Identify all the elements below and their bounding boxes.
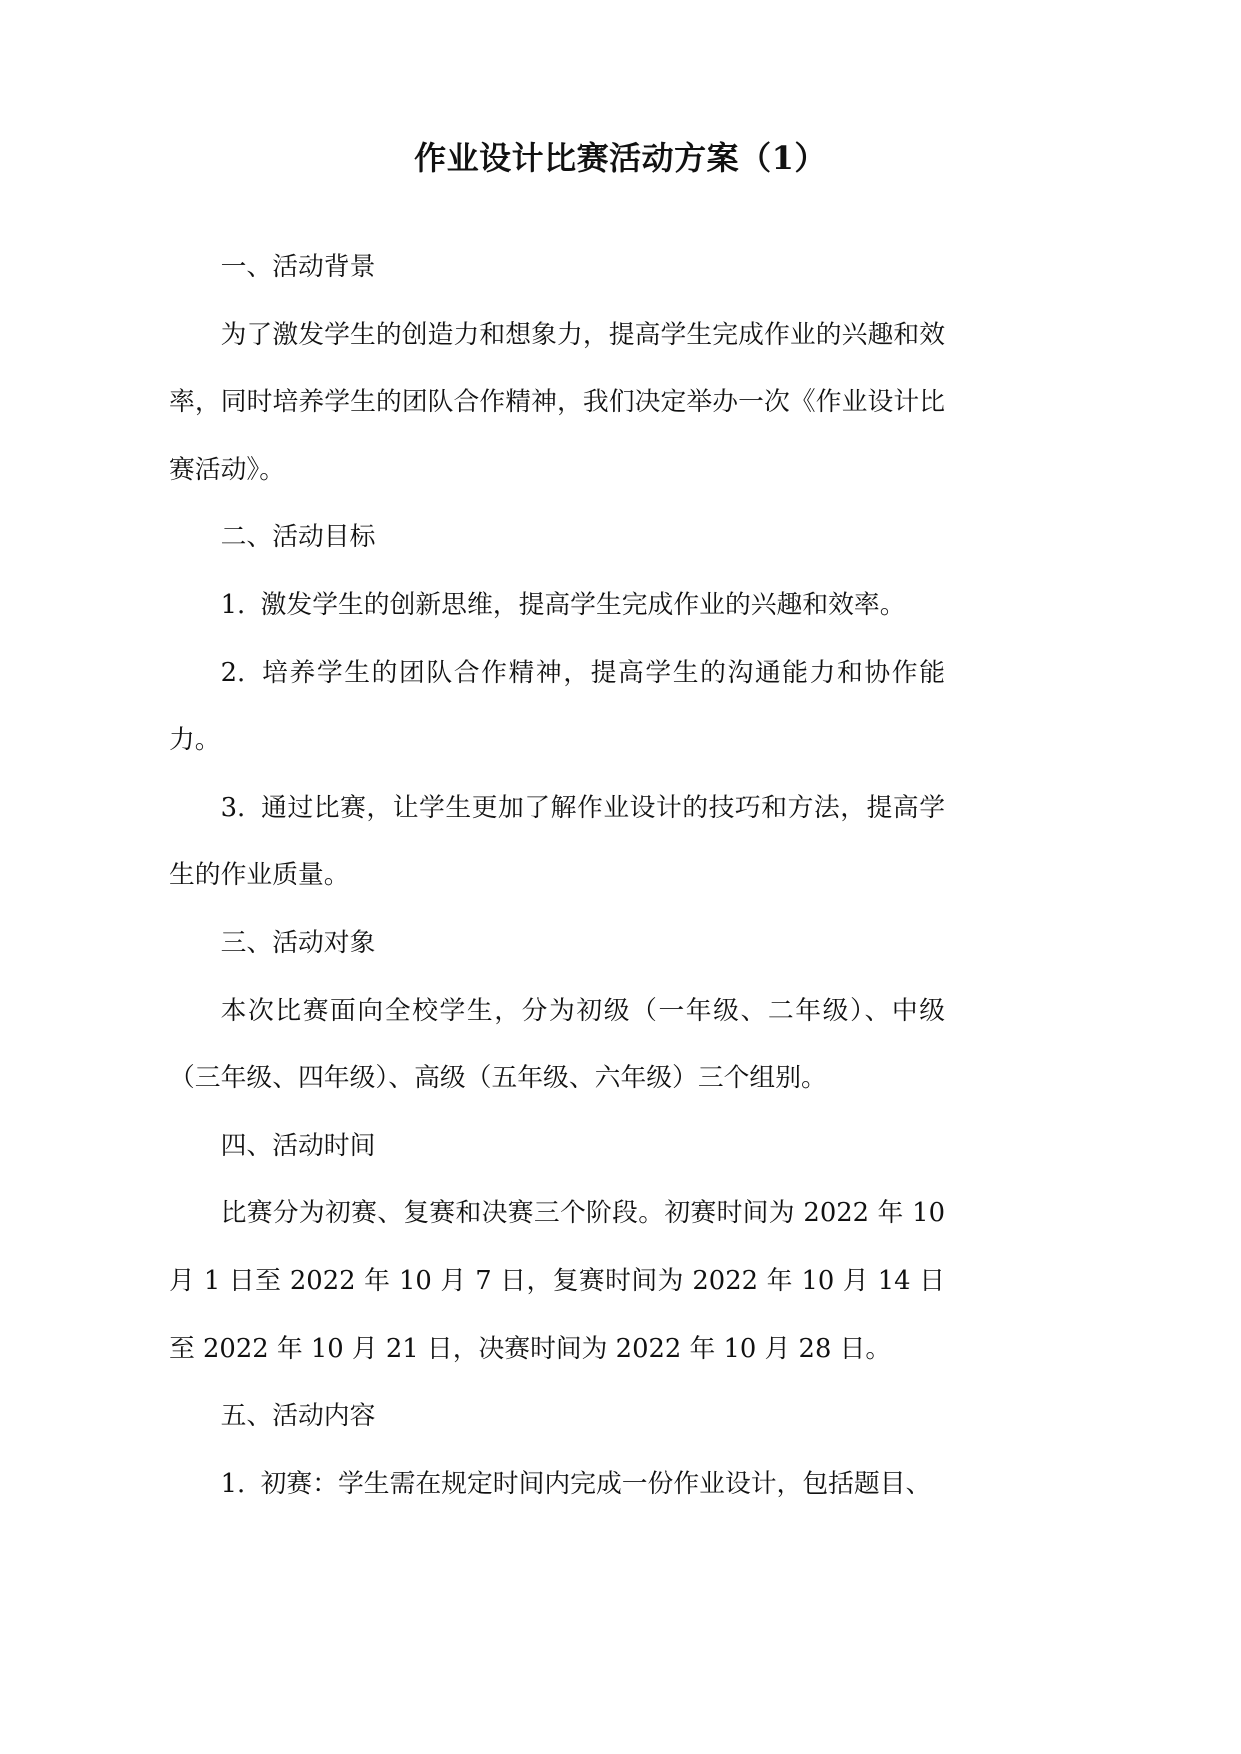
section-heading-participants: 三、活动对象 (220, 927, 376, 958)
item-number: 1. (220, 1468, 246, 1499)
paragraph-schedule: 比赛分为初赛、复赛和决赛三个阶段。初赛时间为 2022 年 10 月 1 日至 2022 年 10 月 7 日，复赛时间为 2022 年 10 月 14 日至 2022 年 10 月 21 日，决赛时间为 2022 年 10 月 28 日。 (169, 1198, 945, 1364)
item-text: 通过比赛，让学生更加了解作业设计的技巧和方法，提高学生的作业质量。 (169, 792, 945, 891)
section-heading-background: 一、活动背景 (220, 252, 376, 282)
item-text: 初赛：学生需在规定时间内完成一份作业设计，包括题目、 (260, 1468, 932, 1499)
item-number: 2. (220, 657, 246, 688)
paragraph-background: 为了激发学生的创造力和想象力，提高学生完成作业的兴趣和效率，同时培养学生的团队合作精神，我们决定举办一次《作业设计比赛活动》。 (169, 319, 945, 485)
paragraph-participants: 本次比赛面向全校学生，分为初级（一年级、二年级）、中级（三年级、四年级）、高级（五年级、六年级）三个组别。 (169, 995, 945, 1094)
section-heading-content: 五、活动内容 (220, 1401, 376, 1432)
goal-item (169, 775, 945, 910)
content-item (169, 1451, 945, 1519)
item-number: 1. (220, 589, 246, 620)
goal-item (169, 572, 945, 640)
item-text: 培养学生的团队合作精神，提高学生的沟通能力和协作能力。 (169, 657, 945, 756)
section-heading-goals: 二、活动目标 (220, 522, 376, 553)
item-text: 激发学生的创新思维，提高学生完成作业的兴趣和效率。 (260, 589, 906, 620)
document-title: 作业设计比赛活动方案（1） (414, 139, 827, 177)
document-body (169, 234, 945, 1518)
section-heading-schedule: 四、活动时间 (220, 1130, 376, 1161)
goal-item (169, 640, 945, 775)
item-number: 3. (220, 792, 246, 823)
